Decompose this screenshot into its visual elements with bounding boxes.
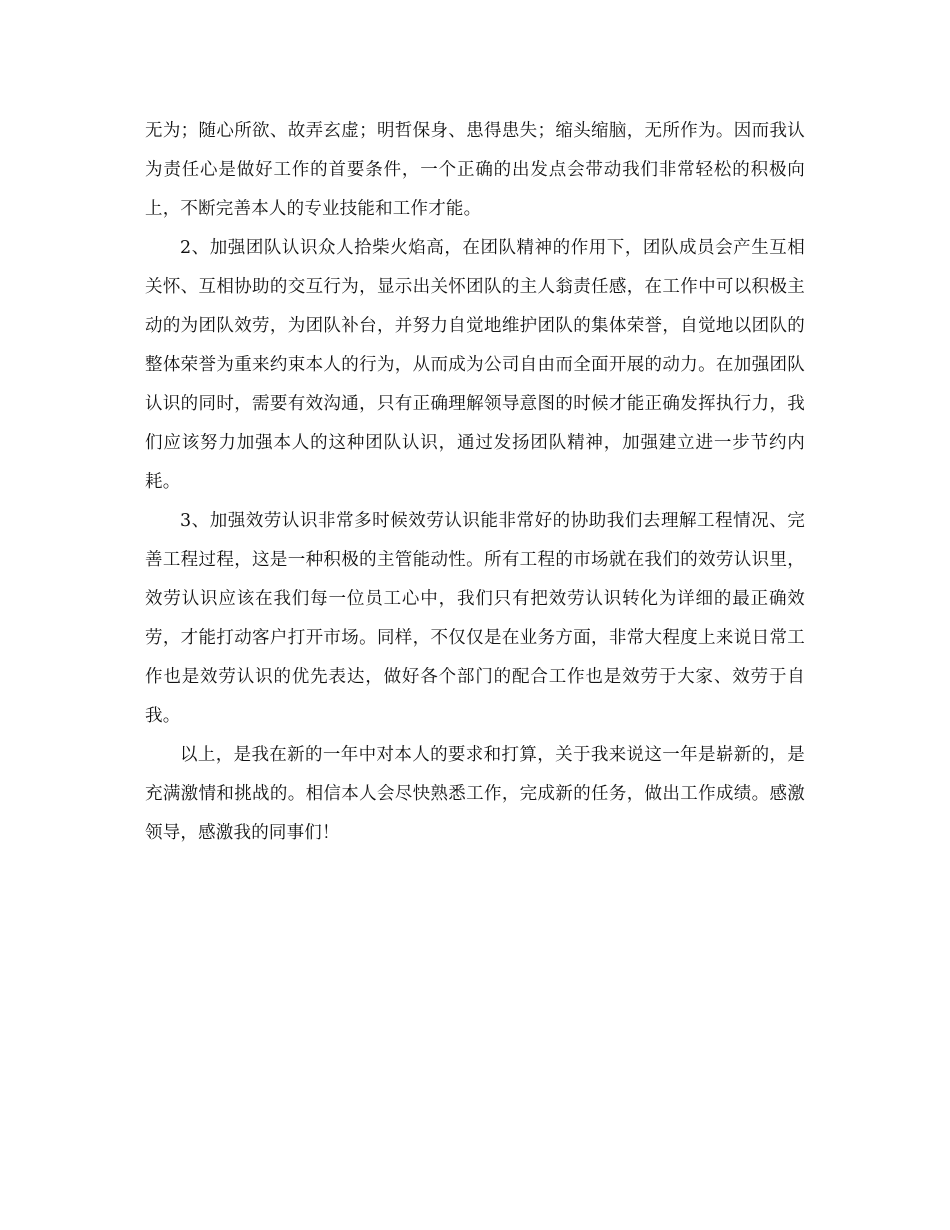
document-body xyxy=(145,112,805,853)
paragraph-team-awareness: 2、加强团队认识众人拾柴火焰高，在团队精神的作用下，团队成员会产生互相关怀、互相协助的交互行为，显示出关怀团队的主人翁责任感，在工作中可以积极主动的为团队效劳，为团队补台，并努力自觉地维护团队的集体荣誉，自觉地以团队的整体荣誉为重来约束本人的行为，从而成为公司自由而全面开展的动力。在加强团队认识的同时，需要有效沟通，只有正确理解领导意图的时候才能正确发挥执行力，我们应该努力加强本人的这种团队认识，通过发扬团队精神，加强建立进一步节约内耗。 xyxy=(145,238,805,492)
paragraph-service-awareness: 3、加强效劳认识非常多时候效劳认识能非常好的协助我们去理解工程情况、完善工程过程，这是一种积极的主管能动性。所有工程的市场就在我们的效劳认识里，效劳认识应该在我们每一位员工心中，我们只有把效劳认识转化为详细的最正确效劳，才能打动客户打开市场。同样，不仅仅是在业务方面，非常大程度上来说日常工作也是效劳认识的优先表达，做好各个部门的配合工作也是效劳于大家、效劳于自我。 xyxy=(145,511,805,726)
paragraph-continuation: 无为；随心所欲、故弄玄虚；明哲保身、患得患失；缩头缩脑，无所作为。因而我认为责任心是做好工作的首要条件，一个正确的出发点会带动我们非常轻松的积极向上，不断完善本人的专业技能和工作才能。 xyxy=(145,121,805,219)
paragraph-conclusion: 以上，是我在新的一年中对本人的要求和打算，关于我来说这一年是崭新的，是充满激情和挑战的。相信本人会尽快熟悉工作，完成新的任务，做出工作成绩。感激领导，感激我的同事们！ xyxy=(145,745,805,843)
